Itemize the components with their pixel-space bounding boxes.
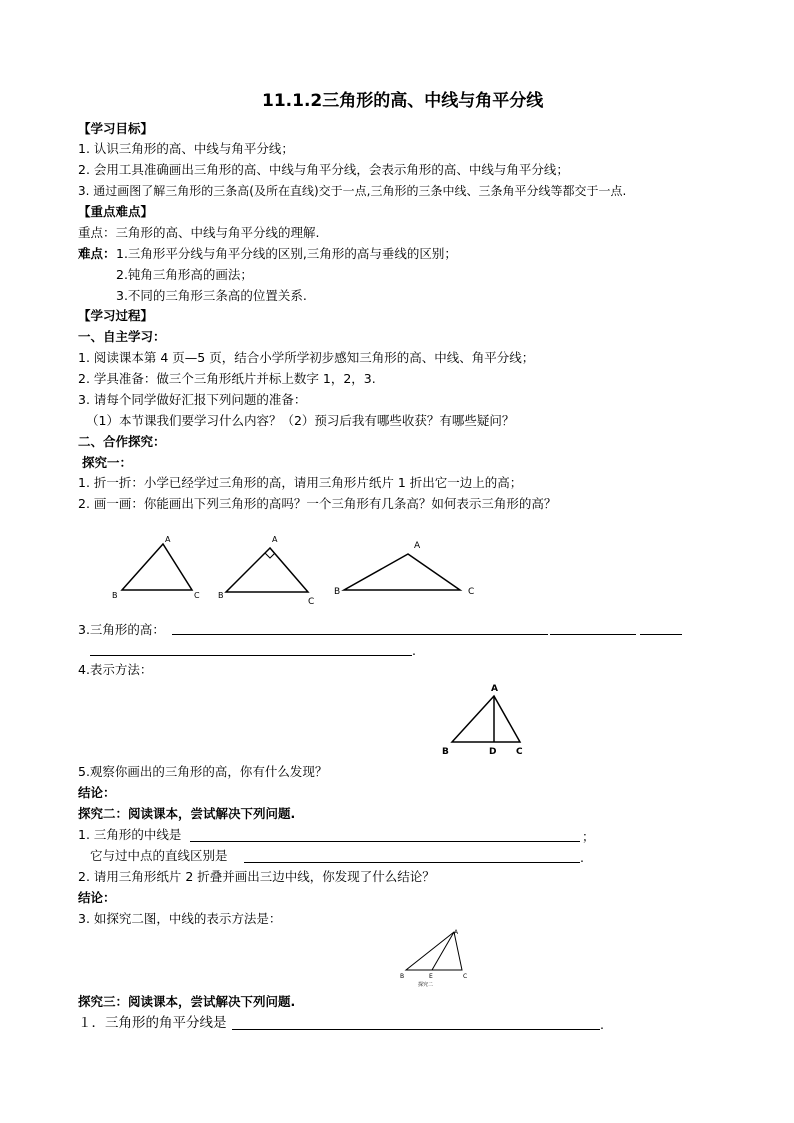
question-median-difference: 它与过中点的直线区别是 xyxy=(90,848,228,863)
vertex-label-a: A xyxy=(491,684,498,694)
objective-item: 2. 会用工具准确画出三角形的高、中线与角平分线，会表示角形的高、中线与角平分线； xyxy=(78,162,569,177)
altitude-figure xyxy=(438,680,538,760)
section1-heading: 一、自主学习： xyxy=(78,329,166,344)
objective-item: 3. 通过画图了解三角形的三条高(及所在直线)交于一点,三角形的三条中线、三条角平分线等都交于一点. xyxy=(78,184,627,198)
objective-item: 1. 认识三角形的高、中线与角平分线； xyxy=(78,141,294,156)
figure-caption: 探究二 xyxy=(418,982,434,988)
period: . xyxy=(412,643,416,658)
vertex-label-a: A xyxy=(414,541,421,551)
vertex-label-e: E xyxy=(429,973,433,980)
vertex-label-c: C xyxy=(468,587,475,597)
page-title: 11.1.2三角形的高、中线与角平分线 xyxy=(262,91,544,111)
triangle-obtuse xyxy=(330,534,490,606)
vertex-label-d: D xyxy=(489,747,497,757)
question-altitude: 3.三角形的高： xyxy=(78,622,165,637)
answer-blank[interactable] xyxy=(244,862,580,863)
triangle-acute xyxy=(108,532,208,604)
explore2-heading: 探究二：阅读课本，尝试解决下列问题. xyxy=(78,806,296,821)
vertex-label-b: B xyxy=(442,747,449,757)
vertex-label-c: C xyxy=(516,747,523,757)
difficulty-item: 1.三角形平分线与角平分线的区别,三角形的高与垂线的区别； xyxy=(116,246,457,261)
vertex-label-b: B xyxy=(112,591,118,600)
section1-item: 3. 请每个同学做好汇报下列问题的准备： xyxy=(78,392,307,407)
semicolon: ； xyxy=(582,829,595,844)
answer-blank[interactable] xyxy=(550,634,636,635)
question-angle-bisector: １．三角形的角平分线是 xyxy=(78,1015,227,1031)
vertex-label-c: C xyxy=(308,597,315,607)
key-point: 重点：三角形的高、中线与角平分线的理解. xyxy=(78,225,320,240)
objectives-heading: 【学习目标】 xyxy=(78,121,154,136)
difficulty-item: 3.不同的三角形三条高的位置关系. xyxy=(116,288,307,303)
conclusion-label: 结论： xyxy=(78,890,116,905)
vertex-label-b: B xyxy=(334,587,341,597)
conclusion-label: 结论： xyxy=(78,785,116,800)
vertex-label-b: B xyxy=(400,973,405,980)
median-figure xyxy=(392,926,482,990)
difficulty-item: 2.钝角三角形高的画法； xyxy=(116,267,253,282)
explore1-heading: 探究一： xyxy=(82,455,133,470)
section1-item: （1）本节课我们要学习什么内容？（2）预习后我有哪些收获？有哪些疑问？ xyxy=(86,413,515,428)
section1-item: 2. 学具准备：做三个三角形纸片并标上数字 1，2，3. xyxy=(78,371,376,386)
explore1-item: 1. 折一折：小学已经学过三角形的高，请用三角形片纸片 1 折出它一边上的高； xyxy=(78,475,523,490)
key-points-heading: 【重点难点】 xyxy=(78,204,154,219)
question-median-notation: 3. 如探究二图，中线的表示方法是： xyxy=(78,911,282,926)
answer-blank[interactable] xyxy=(232,1029,600,1030)
explore1-item: 2. 画一画：你能画出下列三角形的高吗？一个三角形有几条高？如何表示三角形的高？ xyxy=(78,496,557,511)
explore3-heading: 探究三：阅读课本，尝试解决下列问题. xyxy=(78,994,296,1009)
question-fold-medians: 2. 请用三角形纸片 2 折叠并画出三边中线，你发现了什么结论？ xyxy=(78,869,435,884)
question-observe: 5.观察你画出的三角形的高，你有什么发现？ xyxy=(78,764,328,779)
difficulty-label: 难点： xyxy=(78,246,116,261)
period: . xyxy=(580,850,584,865)
vertex-label-b: B xyxy=(218,591,224,600)
vertex-label-a: A xyxy=(272,535,278,544)
vertex-label-a: A xyxy=(165,535,171,544)
process-heading: 【学习过程】 xyxy=(78,308,154,323)
answer-blank[interactable] xyxy=(640,634,682,635)
triangle-right xyxy=(214,532,324,608)
section1-item: 1. 阅读课本第 4 页—5 页，结合小学所学初步感知三角形的高、中线、角平分线； xyxy=(78,350,535,365)
period: . xyxy=(600,1017,604,1032)
question-notation: 4.表示方法： xyxy=(78,662,153,677)
vertex-label-c: C xyxy=(463,973,468,980)
answer-blank[interactable] xyxy=(172,634,548,635)
answer-blank[interactable] xyxy=(190,841,580,842)
question-median: 1. 三角形的中线是 xyxy=(78,827,182,842)
answer-blank[interactable] xyxy=(90,655,412,656)
vertex-label-c: C xyxy=(194,591,200,600)
section2-heading: 二、合作探究： xyxy=(78,434,166,449)
vertex-label-a: A xyxy=(454,929,459,936)
